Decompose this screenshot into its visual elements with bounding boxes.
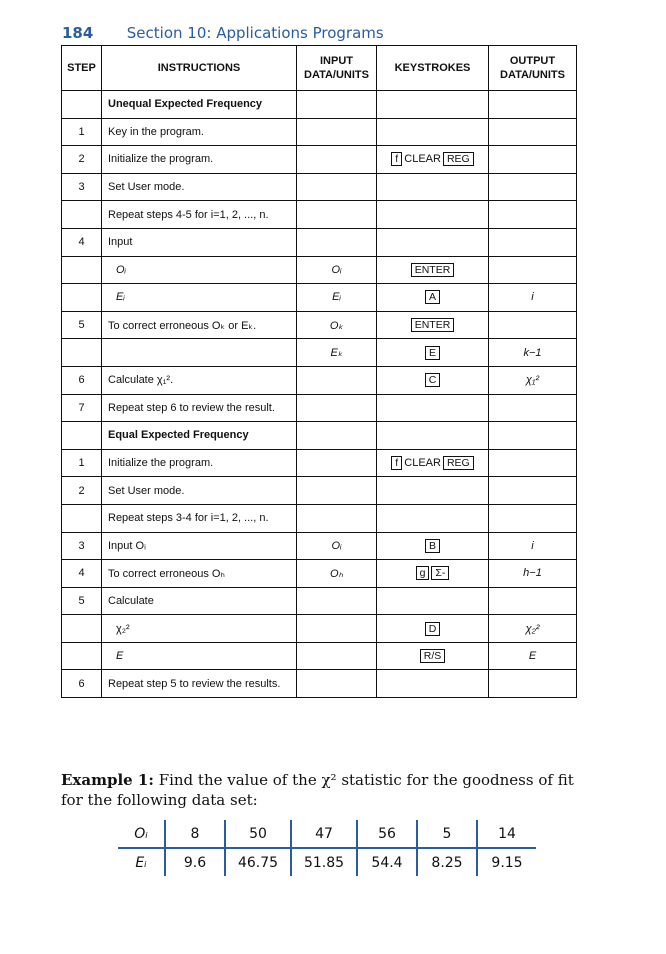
calculator-key: REG [443, 456, 474, 470]
step-cell: 2 [62, 477, 102, 505]
program-instructions-table [61, 45, 577, 698]
table-row [62, 339, 577, 367]
step-cell [62, 91, 102, 119]
input-cell [297, 118, 377, 146]
instruction-cell: Unequal Expected Frequency [102, 91, 297, 119]
input-cell [297, 91, 377, 119]
keystrokes-cell [377, 615, 489, 643]
input-cell: Eₖ [297, 339, 377, 367]
table-row [62, 173, 577, 201]
data-value: 50 [225, 820, 291, 848]
keystrokes-cell [377, 449, 489, 477]
instruction-cell: Input Oᵢ [102, 532, 297, 560]
keystrokes-cell [377, 670, 489, 698]
table-row [62, 642, 577, 670]
instruction-cell: χ₂² [102, 615, 297, 643]
table-row [62, 615, 577, 643]
step-cell [62, 201, 102, 229]
keystrokes-cell [377, 422, 489, 450]
step-cell: 7 [62, 394, 102, 422]
table-row [62, 366, 577, 394]
calculator-key: A [425, 290, 440, 304]
instruction-cell: Initialize the program. [102, 449, 297, 477]
step-cell [62, 504, 102, 532]
step-cell: 3 [62, 173, 102, 201]
output-cell [489, 449, 577, 477]
input-cell: Oₕ [297, 560, 377, 588]
input-cell [297, 587, 377, 615]
output-cell [489, 146, 577, 174]
instruction-cell: Eᵢ [102, 284, 297, 312]
output-cell [489, 173, 577, 201]
example-text: Find the value of the χ² statistic for the goodness of fit for the following data set: [61, 771, 574, 809]
output-cell: χ₂² [489, 615, 577, 643]
output-cell: i [489, 284, 577, 312]
output-cell: E [489, 642, 577, 670]
example-paragraph [61, 770, 591, 810]
output-cell [489, 311, 577, 339]
col-input: INPUT DATA/UNITS [297, 46, 377, 91]
data-value: 56 [357, 820, 417, 848]
instruction-cell: To correct erroneous Oₕ [102, 560, 297, 588]
data-value: 47 [291, 820, 357, 848]
table-row [62, 560, 577, 588]
instruction-cell: Calculate [102, 587, 297, 615]
calculator-key: R/S [420, 649, 446, 663]
col-output: OUTPUT DATA/UNITS [489, 46, 577, 91]
input-cell [297, 477, 377, 505]
data-value: 5 [417, 820, 477, 848]
input-cell [297, 422, 377, 450]
instruction-cell: Initialize the program. [102, 146, 297, 174]
step-cell: 1 [62, 449, 102, 477]
output-cell [489, 256, 577, 284]
keystrokes-cell [377, 284, 489, 312]
input-cell [297, 642, 377, 670]
step-cell [62, 422, 102, 450]
keystrokes-cell [377, 201, 489, 229]
input-cell [297, 173, 377, 201]
instruction-cell: Repeat step 5 to review the results. [102, 670, 297, 698]
keystrokes-cell [377, 91, 489, 119]
output-cell [489, 504, 577, 532]
output-cell: i [489, 532, 577, 560]
calculator-key: B [425, 539, 440, 553]
instruction-cell: Repeat steps 3-4 for i=1, 2, ..., n. [102, 504, 297, 532]
table-row [62, 201, 577, 229]
keystrokes-cell [377, 118, 489, 146]
input-cell [297, 201, 377, 229]
keystrokes-cell [377, 642, 489, 670]
table-row [62, 477, 577, 505]
input-cell: Oₖ [297, 311, 377, 339]
table-row [62, 532, 577, 560]
output-cell [489, 422, 577, 450]
table-row [62, 284, 577, 312]
instruction-cell: Calculate χ₁². [102, 366, 297, 394]
calculator-key: g [416, 566, 430, 580]
output-cell [489, 477, 577, 505]
data-value: 51.85 [291, 848, 357, 876]
input-cell [297, 366, 377, 394]
step-cell: 1 [62, 118, 102, 146]
keystrokes-cell [377, 366, 489, 394]
input-cell: Oᵢ [297, 256, 377, 284]
step-cell [62, 642, 102, 670]
data-value: 8 [165, 820, 225, 848]
data-value: 8.25 [417, 848, 477, 876]
data-row-label: Eᵢ [135, 854, 147, 871]
step-cell [62, 256, 102, 284]
instruction-cell [102, 339, 297, 367]
input-cell [297, 146, 377, 174]
calculator-key: D [425, 622, 441, 636]
page-header [62, 24, 384, 46]
instruction-cell: Input [102, 228, 297, 256]
calculator-key: f [391, 152, 402, 166]
calculator-key: ENTER [411, 263, 455, 277]
step-cell [62, 284, 102, 312]
instruction-cell: Oᵢ [102, 256, 297, 284]
step-cell: 3 [62, 532, 102, 560]
calculator-key: Σ- [431, 566, 449, 580]
output-cell [489, 394, 577, 422]
keystrokes-cell [377, 587, 489, 615]
table-row [62, 449, 577, 477]
step-cell: 2 [62, 146, 102, 174]
keystrokes-cell [377, 394, 489, 422]
calculator-key: REG [443, 152, 474, 166]
input-cell [297, 394, 377, 422]
table-row [62, 118, 577, 146]
instruction-cell: E [102, 642, 297, 670]
step-cell: 5 [62, 587, 102, 615]
data-set-table [118, 820, 536, 876]
input-cell: Eᵢ [297, 284, 377, 312]
output-cell: χ₁² [489, 366, 577, 394]
output-cell: h−1 [489, 560, 577, 588]
step-cell [62, 339, 102, 367]
col-step: STEP [62, 46, 102, 91]
keystrokes-cell [377, 146, 489, 174]
example-label: Example 1: [61, 771, 154, 789]
table-header-row [62, 46, 577, 91]
keystrokes-cell [377, 311, 489, 339]
page-number: 184 [62, 24, 94, 42]
instruction-cell: Repeat step 6 to review the result. [102, 394, 297, 422]
keystrokes-cell [377, 560, 489, 588]
table-body [62, 91, 577, 698]
output-cell: k−1 [489, 339, 577, 367]
data-value: 14 [477, 820, 536, 848]
output-cell [489, 91, 577, 119]
instruction-cell: Repeat steps 4-5 for i=1, 2, ..., n. [102, 201, 297, 229]
output-cell [489, 201, 577, 229]
input-cell [297, 670, 377, 698]
keystrokes-cell [377, 228, 489, 256]
output-cell [489, 587, 577, 615]
instruction-cell: To correct erroneous Oₖ or Eₖ. [102, 311, 297, 339]
table-row [62, 228, 577, 256]
data-value: 9.15 [477, 848, 536, 876]
table-row [62, 587, 577, 615]
table-row [62, 311, 577, 339]
instruction-cell: Set User mode. [102, 477, 297, 505]
data-value: 46.75 [225, 848, 291, 876]
data-row [118, 848, 536, 876]
step-cell: 5 [62, 311, 102, 339]
keystrokes-cell [377, 339, 489, 367]
instruction-cell: Equal Expected Frequency [102, 422, 297, 450]
col-keystrokes: KEYSTROKES [377, 46, 489, 91]
data-value: 9.6 [165, 848, 225, 876]
step-cell [62, 615, 102, 643]
calculator-key: CLEAR [404, 153, 441, 166]
output-cell [489, 670, 577, 698]
input-cell [297, 228, 377, 256]
table-row [62, 91, 577, 119]
input-cell [297, 615, 377, 643]
input-cell [297, 449, 377, 477]
keystrokes-cell [377, 504, 489, 532]
keystrokes-cell [377, 256, 489, 284]
instruction-cell: Set User mode. [102, 173, 297, 201]
calculator-key: E [425, 346, 440, 360]
output-cell [489, 228, 577, 256]
step-cell: 6 [62, 366, 102, 394]
data-value: 54.4 [357, 848, 417, 876]
input-cell [297, 504, 377, 532]
instruction-cell: Key in the program. [102, 118, 297, 146]
section-title: Section 10: Applications Programs [126, 24, 384, 42]
table-row [62, 422, 577, 450]
data-row [118, 820, 536, 848]
keystrokes-cell [377, 173, 489, 201]
step-cell: 4 [62, 560, 102, 588]
table-row [62, 670, 577, 698]
table-row [62, 394, 577, 422]
output-cell [489, 118, 577, 146]
keystrokes-cell [377, 477, 489, 505]
col-instructions: INSTRUCTIONS [102, 46, 297, 91]
calculator-key: C [425, 373, 441, 387]
keystrokes-cell [377, 532, 489, 560]
table-row [62, 504, 577, 532]
step-cell: 4 [62, 228, 102, 256]
calculator-key: f [391, 456, 402, 470]
input-cell: Oᵢ [297, 532, 377, 560]
table-row [62, 256, 577, 284]
table-row [62, 146, 577, 174]
data-row-label: Oᵢ [118, 820, 165, 848]
calculator-key: ENTER [411, 318, 455, 332]
step-cell: 6 [62, 670, 102, 698]
calculator-key: CLEAR [404, 457, 441, 470]
